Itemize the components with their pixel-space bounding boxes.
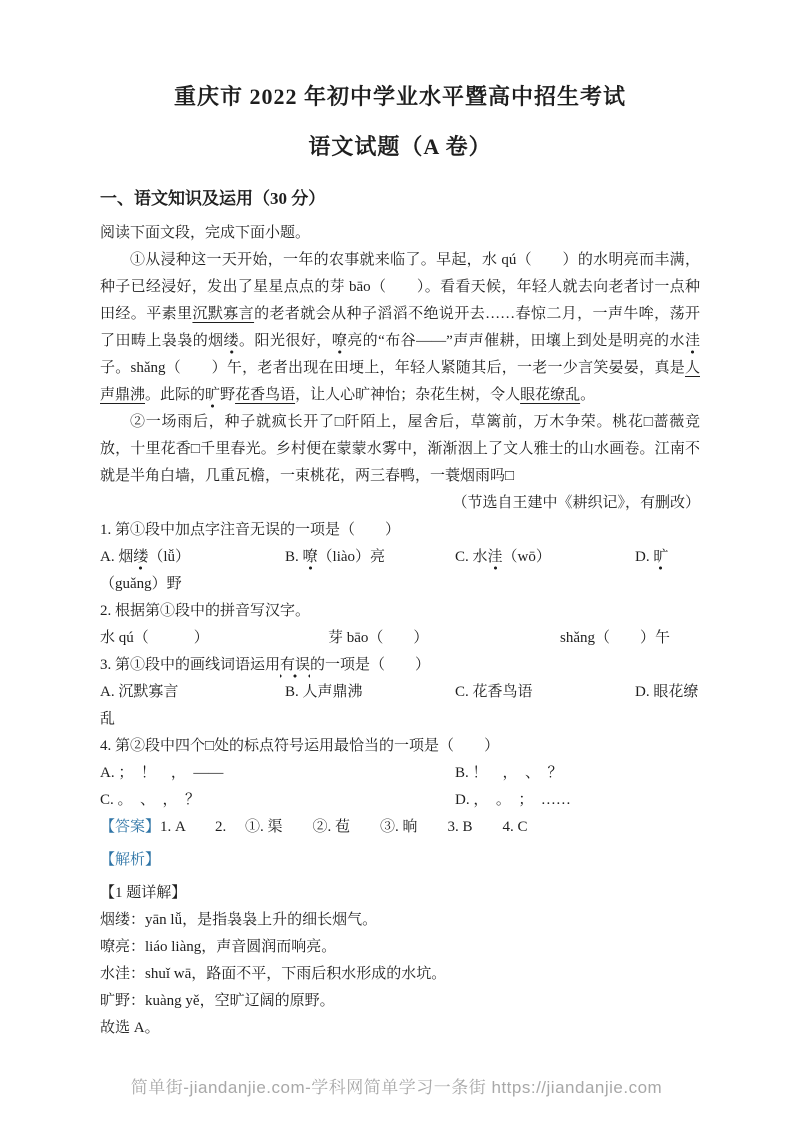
question-3-option-a: A. 沉默寡言 (100, 684, 179, 700)
question-3 (100, 652, 700, 733)
question-4-option-b: B. ！ ， 、 ？ (455, 765, 563, 781)
question-2-blanks (100, 625, 700, 652)
answer-label: 【答案】 (100, 819, 161, 835)
passage-attribution: （节选自王建中《耕织记》，有删改） (452, 495, 700, 511)
question-4-options-row-1 (100, 760, 700, 787)
page-title: 重庆市 2022 年初中学业水平暨高中招生考试 (173, 84, 626, 109)
exam-document (100, 0, 700, 1042)
section-heading: 一、语文知识及运用（30 分） (100, 189, 326, 208)
question-1-stem: 1. 第①段中加点字注音无误的一项是（ ） (100, 522, 401, 538)
question-3-option-d: D. 眼花缭 (635, 684, 699, 700)
analysis-conclusion: 故选 A。 (100, 1020, 160, 1036)
analysis-q1-heading: 【1 题详解】 (100, 885, 187, 901)
answer-content: 1. A 2. ①. 渠 ②. 苞 ③. 晌 3. B 4. C (160, 819, 528, 835)
analysis-line-liaoliang: 嘹亮：liáo liàng，声音圆润而响亮。 (100, 939, 337, 955)
question-4-options-row-2 (100, 787, 700, 814)
question-2 (100, 598, 700, 652)
page-subtitle: 语文试题（A 卷） (308, 134, 492, 159)
question-4-option-a: A. ； ！ ， —— (100, 765, 224, 781)
analysis-line-shuiwa: 水洼：shuǐ wā，路面不平，下雨后积水形成的水坑。 (100, 966, 447, 982)
question-1 (100, 517, 700, 598)
question-1-options (100, 544, 700, 571)
question-3-option-c: C. 花香鸟语 (455, 684, 533, 700)
question-3-option-b: B. 人声鼎沸 (285, 684, 363, 700)
question-4 (100, 733, 700, 814)
passage-paragraph-2: ②一场雨后，种子就疯长开了□阡陌上，屋舍后，草篱前，万木争荣。桃花□蔷薇竞放，十里花香□千里春光。乡村便在蒙蒙水雾中，渐渐洇上了文人雅士的山水画卷。江南不就是半角白墙，几重瓦檐，一束桃花，两三春鸭，一蓑烟雨吗□ (100, 414, 700, 484)
question-1-option-c: C. 水洼（wō） (455, 544, 635, 571)
question-2-blank-2: 芽 bāo（ ） (328, 630, 429, 646)
question-2-blank-3: shǎng（ ）午 (560, 630, 670, 646)
passage-intro: 阅读下面文段，完成下面小题。 (100, 225, 311, 241)
question-4-option-d: D. ， 。 ； …… (455, 792, 571, 808)
question-4-option-c: C. 。 、 ， ？ (100, 792, 201, 808)
answer-line (100, 814, 700, 841)
question-2-stem: 2. 根据第①段中的拼音写汉字。 (100, 603, 311, 619)
question-1-option-d: D. 旷 (635, 544, 700, 571)
analysis-line-kuangye: 旷野：kuàng yě，空旷辽阔的原野。 (100, 993, 335, 1009)
question-3-stem: 3. 第①段中的画线词语运用有误的一项是（ ） (100, 652, 700, 679)
watermark-footer: 简单街-jiandanjie.com-学科网简单学习一条街 https://jiandanjie.com (130, 1078, 663, 1097)
question-4-stem: 4. 第②段中四个□处的标点符号运用最恰当的一项是（ ） (100, 738, 500, 754)
analysis-line-yanlv: 烟缕：yān lǚ，是指袅袅上升的细长烟气。 (100, 912, 378, 928)
question-1-option-a: A. 烟缕（lǚ） (100, 544, 285, 571)
question-2-blank-1: 水 qú（ ） (100, 630, 209, 646)
question-3-option-d-continued: 乱 (100, 711, 116, 727)
passage-paragraph-1: ①从浸种这一天开始，一年的农事就来临了。早起，水 qú（ ）的水明亮而丰满，种子已经浸好，发出了星星点点的芽 bāo（ ）。看看天候，年轻人就去向老者讨一点种田经。平素里沉默寡言的老者就会从种子滔滔不绝说开去……春惊二月，一声牛哞，荡开了田畴上袅袅的烟缕。阳光很好，嘹亮的“布谷——”声声催耕，田壤上到处是明亮的水洼子。shǎng（ ）午，老者出现在田埂上，年轻人紧随其后，一老一少言笑晏晏，真是人声鼎沸。此际的旷野花香鸟语，让人心旷神怡；杂花生树，令人眼花缭乱。 (100, 247, 700, 409)
question-1-option-d-continued: （guǎng）野 (100, 576, 182, 592)
question-3-options (100, 679, 700, 706)
question-1-option-b: B. 嘹（liào）亮 (285, 544, 455, 571)
analysis-label: 【解析】 (100, 852, 161, 868)
